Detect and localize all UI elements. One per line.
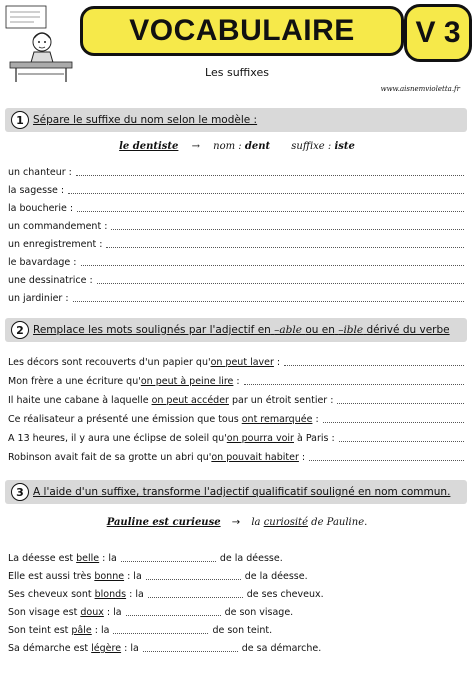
site-url: www.aisnemvioletta.fr [380, 85, 460, 93]
worksheet-subtitle: Les suffixes [205, 66, 269, 79]
answer-blank[interactable] [337, 393, 464, 404]
answer-blank[interactable] [284, 355, 464, 366]
sentence-text: A 13 heures, il y aura une éclipse de soleil qu' [8, 433, 227, 444]
sentence-text: Sa démarche est [8, 643, 92, 654]
answer-row [8, 252, 466, 268]
worksheet-code: V 3 [404, 4, 472, 62]
section-1-number: 1 [11, 111, 29, 129]
answer-row [8, 288, 466, 304]
answer-blank[interactable] [339, 431, 464, 442]
answer-blank[interactable] [323, 412, 464, 423]
underlined-adjective: doux [80, 607, 104, 618]
sentence-text: : la [126, 589, 144, 600]
sentence-row [8, 352, 466, 368]
sentence-text: de son teint. [212, 625, 273, 636]
sentence-row [8, 566, 388, 582]
answer-label: le bavardage : [8, 257, 77, 268]
sentence-text: La déesse est [8, 553, 77, 564]
model-suffixe-label: suffixe : [291, 141, 332, 152]
sentence-text: Ses cheveux sont [8, 589, 95, 600]
underlined-phrase: on pouvait habiter [211, 452, 299, 463]
sentence-text: : [298, 452, 306, 463]
section-1-header [5, 108, 467, 132]
underlined-phrase: on peut accéder [151, 395, 229, 406]
section-2-number: 2 [11, 321, 29, 339]
answer-blank[interactable] [143, 641, 238, 652]
answer-blank[interactable] [121, 551, 216, 562]
model-nom-label: nom : [213, 141, 242, 152]
answer-blank[interactable] [97, 273, 464, 284]
section-1-model: le dentiste → nom : dent suffixe : iste [119, 141, 355, 152]
sentence-row [8, 584, 388, 600]
underlined-phrase: ont remarquée [241, 414, 313, 425]
sentence-text: : [273, 357, 281, 368]
answer-blank[interactable] [106, 237, 464, 248]
section-3-header [5, 480, 467, 504]
section-3-number: 3 [11, 483, 29, 501]
sentence-text: : la [99, 553, 117, 564]
sentence-text: : la [91, 625, 110, 636]
sentence-row [8, 638, 388, 654]
sentence-text: : [312, 414, 319, 425]
underlined-adjective: blonds [94, 589, 127, 600]
answer-blank[interactable] [113, 623, 208, 634]
answer-row [8, 234, 466, 250]
underlined-adjective: légère [91, 643, 122, 654]
underlined-adjective: pâle [71, 625, 92, 636]
answer-blank[interactable] [68, 183, 464, 194]
answer-row [8, 198, 466, 214]
underlined-phrase: on peut laver [210, 357, 274, 368]
section-3-instruction: A l'aide d'un suffixe, transforme l'adjectif qualificatif souligné en nom commun. [33, 486, 451, 498]
answer-blank[interactable] [126, 605, 221, 616]
sentence-text: Son visage est [8, 607, 81, 618]
sentence-text: Mon frère a une écriture qu' [8, 376, 141, 387]
section-1-instruction: Sépare le suffixe du nom selon le modèle : [33, 114, 258, 126]
answer-row [8, 216, 466, 232]
answer-blank[interactable] [77, 201, 464, 212]
sentence-text: : la [121, 643, 139, 654]
answer-blank[interactable] [146, 569, 241, 580]
worksheet-title: VOCABULAIRE [80, 6, 404, 56]
section-3-model: Pauline est curieuse → la curiosité de Pauline. [106, 517, 368, 528]
sentence-text: Les décors sont recouverts d'un papier qu' [8, 357, 211, 368]
section-2-header [5, 318, 467, 342]
answer-label: la sagesse : [8, 185, 65, 196]
answer-label: un enregistrement : [8, 239, 103, 250]
sentence-row [8, 620, 388, 636]
model-nom-value: dent [244, 141, 271, 152]
answer-label: un jardinier : [8, 293, 69, 304]
answer-label: un commandement : [8, 221, 108, 232]
answer-label: une dessinatrice : [8, 275, 93, 286]
sentence-row [8, 447, 466, 463]
sentence-row [8, 409, 466, 425]
answer-row [8, 270, 466, 286]
answer-blank[interactable] [309, 450, 464, 461]
model-suffixe-value: iste [334, 141, 355, 152]
sentence-text: de la déesse. [219, 553, 283, 564]
sentence-text: : la [103, 607, 122, 618]
underlined-phrase: on peut à peine lire [140, 376, 234, 387]
answer-blank[interactable] [73, 291, 464, 302]
model-word: le dentiste [119, 141, 179, 152]
answer-blank[interactable] [111, 219, 464, 230]
sentence-text: par un étroit sentier : [228, 395, 334, 406]
sentence-text: Il haite une cabane à laquelle [8, 395, 152, 406]
underlined-adjective: bonne [94, 571, 125, 582]
section-2-instruction: Remplace les mots soulignés par l'adjectif en –able ou en –ible dérivé du verbe [33, 324, 450, 336]
answer-row [8, 180, 466, 196]
answer-blank[interactable] [81, 255, 465, 266]
sentence-text: de la déesse. [244, 571, 308, 582]
answer-blank[interactable] [76, 165, 464, 176]
sentence-row [8, 602, 388, 618]
answer-blank[interactable] [148, 587, 243, 598]
sentence-text: Robinson avait fait de sa grotte un abri qu' [8, 452, 212, 463]
answer-label: un chanteur : [8, 167, 72, 178]
sentence-text: à Paris : [293, 433, 335, 444]
sentence-text: : la [124, 571, 142, 582]
sentence-text: Son teint est [8, 625, 72, 636]
sentence-row [8, 371, 466, 387]
answer-label: la boucherie : [8, 203, 74, 214]
sentence-text: Ce réalisateur a présenté une émission que tous [8, 414, 242, 425]
sentence-text: de son visage. [224, 607, 294, 618]
underlined-phrase: on pourra voir [226, 433, 294, 444]
sentence-row [8, 548, 388, 564]
sentence-text: : [233, 376, 240, 387]
answer-blank[interactable] [244, 374, 464, 385]
sentence-text: Elle est aussi très [8, 571, 95, 582]
underlined-adjective: belle [76, 553, 100, 564]
answer-row [8, 162, 466, 178]
sentence-text: de sa démarche. [241, 643, 322, 654]
sentence-text: de ses cheveux. [246, 589, 324, 600]
sentence-row [8, 390, 466, 406]
sentence-row [8, 428, 466, 444]
